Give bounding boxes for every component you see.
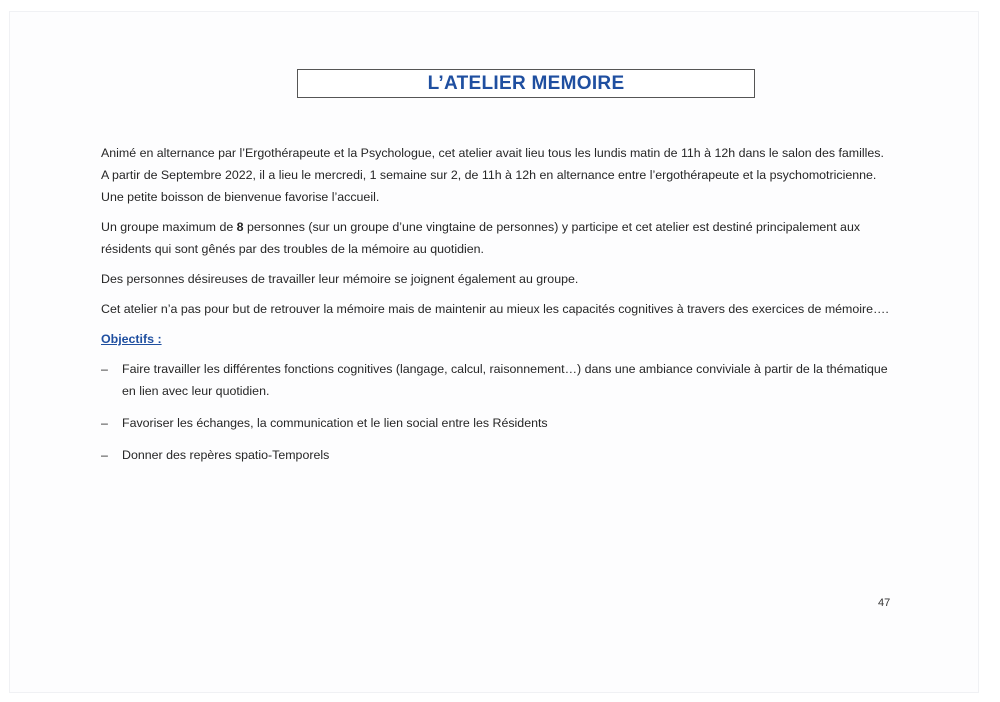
title-box — [297, 69, 755, 98]
paragraph-group-size-start: Un groupe maximum de — [101, 220, 237, 234]
paragraph-participants: Des personnes désireuses de travailler leur mémoire se joignent également au groupe. — [101, 272, 579, 286]
objectives-heading: Objectifs : — [101, 332, 162, 346]
list-item — [101, 412, 891, 434]
objective-text: Donner des repères spatio-Temporels — [122, 448, 330, 462]
objective-text: Favoriser les échanges, la communication et le lien social entre les Résidents — [122, 416, 548, 430]
list-item — [101, 358, 891, 402]
list-item — [101, 444, 891, 466]
paragraph-group-size-end: personnes (sur un groupe d’une vingtaine de personnes) y participe et cet atelier est destiné principalement aux résidents qui sont gênés par des troubles de la mémoire au quotidien. — [101, 220, 861, 256]
dash-bullet-icon: – — [101, 448, 108, 462]
objective-text: Faire travailler les différentes fonctions cognitives (langage, calcul, raisonnement…) dans une ambiance conviviale à partir de la thématique en lien avec leur quotidien. — [122, 362, 888, 398]
objectives-list — [101, 358, 891, 466]
page-title: L’ATELIER MEMOIRE — [427, 73, 625, 94]
page-number: 47 — [878, 597, 891, 609]
paragraph-purpose: Cet atelier n’a pas pour but de retrouver la mémoire mais de maintenir au mieux les capacités cognitives à travers des exercices de mémoire…. — [101, 302, 889, 316]
dash-bullet-icon: – — [101, 362, 108, 376]
document-body — [101, 142, 891, 476]
paragraph-intro: Animé en alternance par l’Ergothérapeute et la Psychologue, cet atelier avait lieu tous les lundis matin de 11h à 12h dans le salon des familles. A partir de Septembre 2022, il a lieu le mercredi, 1 semaine sur 2, de 11h à 12h en alternance entre l’ergothérapeute et la psychomotricienne. Une petite boisson de bienvenue favorise l’accueil. — [101, 146, 884, 204]
group-size-number: 8 — [236, 220, 244, 234]
dash-bullet-icon: – — [101, 416, 108, 430]
paragraph-group-size — [101, 216, 891, 260]
